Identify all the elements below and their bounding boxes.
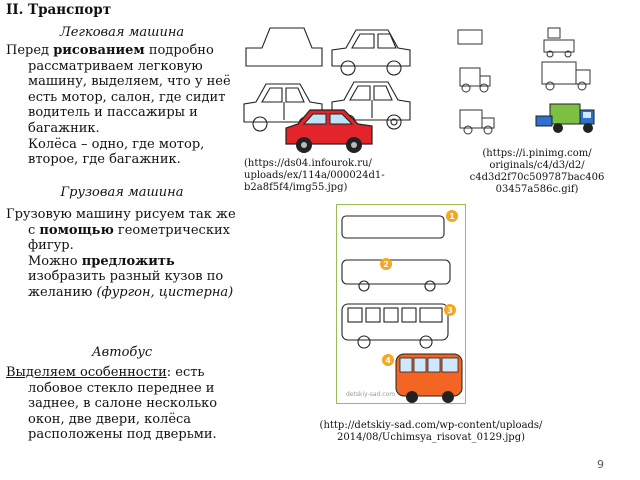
bus-image-caption: (http://detskiy-sad.com/wp-content/uploads/ 2014/08/Uchimsya_risovat_0129.jpg) [319, 420, 543, 443]
step-1-number: 1 [449, 212, 455, 221]
truck-section-title: Грузовая машина [60, 185, 184, 200]
bus-paragraph: Выделяем особенности: есть лобовое стекло переднее и заднее, в салоне несколько окон, две двери, колёса расположены под дверьми. [6, 365, 218, 443]
truck-italic-note: (фургон, цистерна) [96, 284, 234, 300]
car-bold-word: рисованием [53, 43, 145, 58]
truck-image-caption: (https://i.pinimg.com/ originals/c4/d3/d2/ c4d3d2f70c509787bac406 03457a586c.gif) [469, 148, 605, 195]
orange-bus-illustration [396, 354, 462, 403]
bus-section-title: Автобус [91, 345, 153, 360]
bus-underlined-phrase: Выделяем особенности [6, 365, 167, 380]
truck-paragraph: Грузовую машину рисуем так же с помощью геометрических фигур. Можно предложить изобразить разный кузов по желанию (фургон, цистерна) [6, 207, 236, 300]
red-car-illustration [286, 110, 372, 153]
truck-bold-word-2: предложить [81, 253, 175, 269]
car-drawing-steps-image [240, 20, 416, 158]
blue-truck-illustration [536, 104, 594, 133]
bus-watermark: detskiy-sad.com [346, 391, 396, 398]
step-3-number: 3 [447, 306, 453, 315]
truck-drawing-steps-image [452, 24, 608, 144]
page-number: 9 [597, 458, 604, 471]
car-paragraph-2: Колёса – одно, где мотор, второе, где багажник. [28, 136, 205, 168]
bus-drawing-steps-image [336, 204, 466, 404]
truck-bold-word: помощью [39, 222, 114, 238]
car-paragraph: Перед рисованием подробно рассматриваем легковую машину, выделяем, что у неё есть мотор, салон, где сидит водитель и пассажиры и багажник. Колёса – одно, где мотор, второе, где багажник. [6, 43, 238, 168]
car-image-caption: (https://ds04.infourok.ru/ uploads/ex/114a/000024d1- b2a8f5f4/img55.jpg) [244, 158, 385, 193]
step-2-number: 2 [383, 260, 389, 269]
step-4-number: 4 [385, 356, 391, 365]
page-heading: II. Транспорт [6, 2, 112, 18]
car-section-title: Легковая машина [59, 25, 185, 40]
